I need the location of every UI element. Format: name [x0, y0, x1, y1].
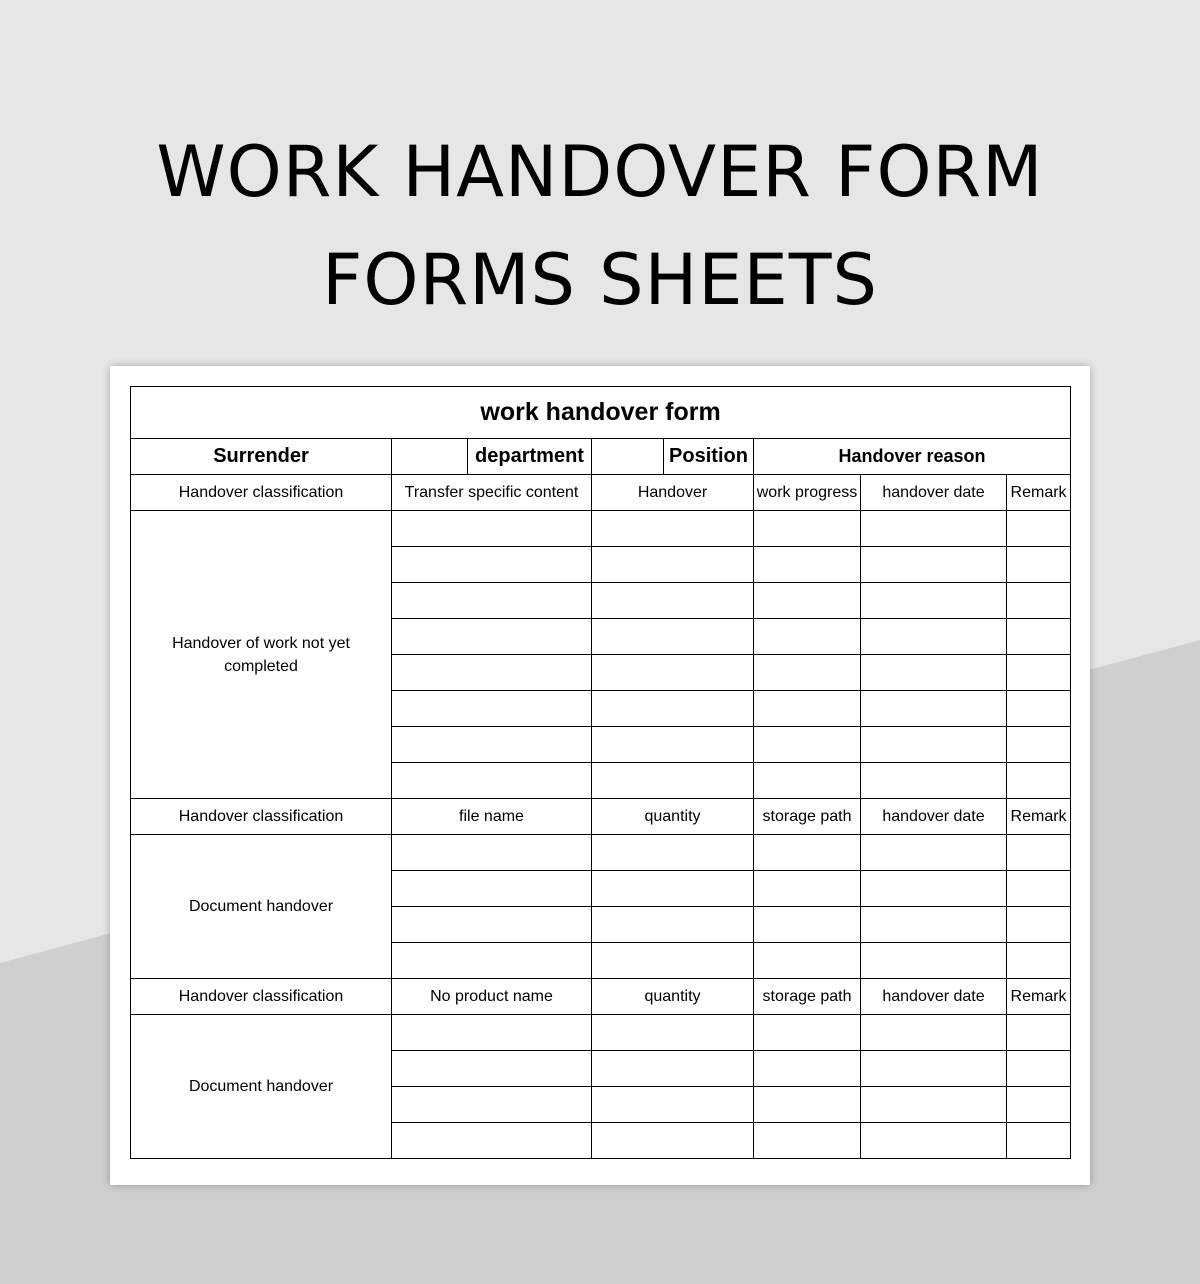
content-cell[interactable]	[392, 1051, 592, 1087]
item-cell[interactable]	[592, 1087, 754, 1123]
section2-classification-header: Handover classification	[131, 799, 392, 835]
date-cell[interactable]	[861, 943, 1007, 979]
table-row	[131, 1015, 1071, 1051]
date-cell[interactable]	[861, 655, 1007, 691]
remark-cell[interactable]	[1007, 655, 1071, 691]
section2-header-row	[131, 799, 1071, 835]
section3-remark-header: Remark	[1007, 979, 1071, 1015]
date-cell[interactable]	[861, 727, 1007, 763]
content-cell[interactable]	[392, 619, 592, 655]
remark-cell[interactable]	[1007, 943, 1071, 979]
remark-cell[interactable]	[1007, 583, 1071, 619]
content-cell[interactable]	[392, 1123, 592, 1159]
remark-cell[interactable]	[1007, 907, 1071, 943]
section3-progress-header: storage path	[754, 979, 861, 1015]
section3-header-row	[131, 979, 1071, 1015]
form-title-row	[131, 387, 1071, 439]
remark-cell[interactable]	[1007, 1123, 1071, 1159]
item-cell[interactable]	[592, 1051, 754, 1087]
section2-remark-header: Remark	[1007, 799, 1071, 835]
content-cell[interactable]	[392, 943, 592, 979]
surrender-label: Surrender	[131, 439, 392, 475]
form-title: work handover form	[131, 387, 1071, 439]
section3-date-header: handover date	[861, 979, 1007, 1015]
item-cell[interactable]	[592, 1015, 754, 1051]
section1-header-row	[131, 475, 1071, 511]
remark-cell[interactable]	[1007, 691, 1071, 727]
date-cell[interactable]	[861, 583, 1007, 619]
progress-cell[interactable]	[754, 691, 861, 727]
content-cell[interactable]	[392, 835, 592, 871]
item-cell[interactable]	[592, 583, 754, 619]
content-cell[interactable]	[392, 547, 592, 583]
remark-cell[interactable]	[1007, 763, 1071, 799]
remark-cell[interactable]	[1007, 835, 1071, 871]
content-cell[interactable]	[392, 655, 592, 691]
item-cell[interactable]	[592, 691, 754, 727]
date-cell[interactable]	[861, 547, 1007, 583]
surrender-value-cell[interactable]	[392, 439, 468, 475]
progress-cell[interactable]	[754, 1123, 861, 1159]
handover-reason-label: Handover reason	[754, 439, 1071, 475]
section3-classification-label: Document handover	[131, 1015, 392, 1159]
item-cell[interactable]	[592, 727, 754, 763]
section2-content-header: file name	[392, 799, 592, 835]
date-cell[interactable]	[861, 511, 1007, 547]
item-cell[interactable]	[592, 943, 754, 979]
section3-item-header: quantity	[592, 979, 754, 1015]
content-cell[interactable]	[392, 511, 592, 547]
progress-cell[interactable]	[754, 547, 861, 583]
section1-remark-header: Remark	[1007, 475, 1071, 511]
remark-cell[interactable]	[1007, 1087, 1071, 1123]
progress-cell[interactable]	[754, 1087, 861, 1123]
content-cell[interactable]	[392, 727, 592, 763]
content-cell[interactable]	[392, 907, 592, 943]
date-cell[interactable]	[861, 691, 1007, 727]
item-cell[interactable]	[592, 835, 754, 871]
heading-line-2: FORMS SHEETS	[322, 239, 878, 321]
content-cell[interactable]	[392, 1015, 592, 1051]
content-cell[interactable]	[392, 871, 592, 907]
department-value-cell[interactable]	[592, 439, 664, 475]
section2-progress-header: storage path	[754, 799, 861, 835]
section1-content-header: Transfer specific content	[392, 475, 592, 511]
table-row	[131, 511, 1071, 547]
content-cell[interactable]	[392, 763, 592, 799]
section1-progress-header: work progress	[754, 475, 861, 511]
progress-cell[interactable]	[754, 835, 861, 871]
progress-cell[interactable]	[754, 907, 861, 943]
progress-cell[interactable]	[754, 655, 861, 691]
date-cell[interactable]	[861, 907, 1007, 943]
progress-cell[interactable]	[754, 1051, 861, 1087]
position-label: Position	[664, 439, 754, 475]
date-cell[interactable]	[861, 835, 1007, 871]
progress-cell[interactable]	[754, 1015, 861, 1051]
table-row	[131, 835, 1071, 871]
progress-cell[interactable]	[754, 943, 861, 979]
info-row	[131, 439, 1071, 475]
section2-date-header: handover date	[861, 799, 1007, 835]
department-label: department	[468, 439, 592, 475]
section3-content-header: No product name	[392, 979, 592, 1015]
progress-cell[interactable]	[754, 511, 861, 547]
progress-cell[interactable]	[754, 583, 861, 619]
progress-cell[interactable]	[754, 871, 861, 907]
item-cell[interactable]	[592, 511, 754, 547]
remark-cell[interactable]	[1007, 619, 1071, 655]
item-cell[interactable]	[592, 655, 754, 691]
content-cell[interactable]	[392, 691, 592, 727]
section1-classification-header: Handover classification	[131, 475, 392, 511]
content-cell[interactable]	[392, 583, 592, 619]
content-cell[interactable]	[392, 1087, 592, 1123]
remark-cell[interactable]	[1007, 1015, 1071, 1051]
progress-cell[interactable]	[754, 619, 861, 655]
date-cell[interactable]	[861, 1015, 1007, 1051]
section2-classification-label: Document handover	[131, 835, 392, 979]
item-cell[interactable]	[592, 871, 754, 907]
section1-date-header: handover date	[861, 475, 1007, 511]
remark-cell[interactable]	[1007, 547, 1071, 583]
date-cell[interactable]	[861, 1051, 1007, 1087]
page-heading	[0, 118, 1200, 334]
progress-cell[interactable]	[754, 727, 861, 763]
handover-form-table	[130, 386, 1071, 1159]
date-cell[interactable]	[861, 871, 1007, 907]
section1-item-header: Handover	[592, 475, 754, 511]
remark-cell[interactable]	[1007, 511, 1071, 547]
section3-classification-header: Handover classification	[131, 979, 392, 1015]
date-cell[interactable]	[861, 763, 1007, 799]
section1-classification-label: Handover of work not yet completed	[131, 511, 392, 799]
remark-cell[interactable]	[1007, 727, 1071, 763]
item-cell[interactable]	[592, 1123, 754, 1159]
date-cell[interactable]	[861, 619, 1007, 655]
date-cell[interactable]	[861, 1087, 1007, 1123]
item-cell[interactable]	[592, 547, 754, 583]
item-cell[interactable]	[592, 907, 754, 943]
form-sheet	[110, 366, 1090, 1185]
date-cell[interactable]	[861, 1123, 1007, 1159]
remark-cell[interactable]	[1007, 1051, 1071, 1087]
progress-cell[interactable]	[754, 763, 861, 799]
remark-cell[interactable]	[1007, 871, 1071, 907]
heading-line-1: WORK HANDOVER FORM	[156, 131, 1044, 213]
item-cell[interactable]	[592, 763, 754, 799]
item-cell[interactable]	[592, 619, 754, 655]
section2-item-header: quantity	[592, 799, 754, 835]
